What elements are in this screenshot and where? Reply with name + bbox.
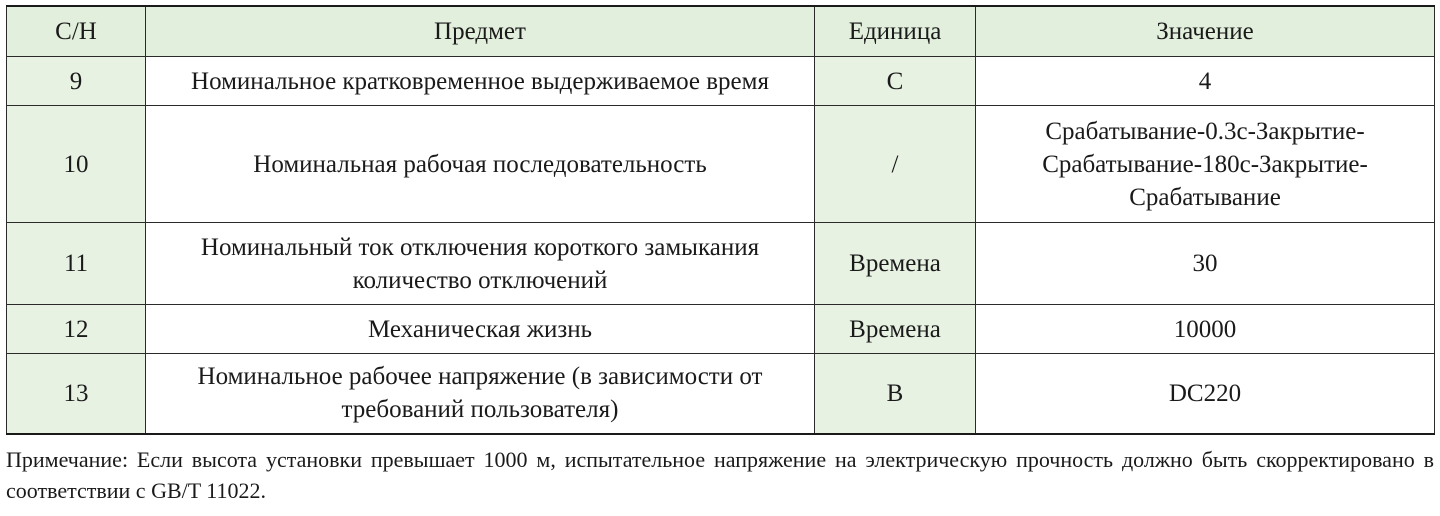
row-value	[976, 57, 1435, 106]
row-sn: 10	[7, 106, 146, 223]
row-value-line: 4	[1198, 67, 1212, 95]
row-item-line: Номинальный ток отключения короткого замыкания	[200, 233, 760, 261]
row-sn: 9	[7, 57, 146, 106]
row-unit: Времена	[815, 305, 976, 354]
table-row	[7, 106, 1435, 223]
row-item	[146, 223, 815, 305]
table-note: Примечание: Если высота установки превышает 1000 м, испытательное напряжение на электрическую прочность должно быть скорректировано в соответствии с GB/T 11022.	[6, 447, 1434, 503]
row-item-line: Номинальная рабочая последовательность	[253, 150, 707, 178]
row-item	[146, 354, 815, 434]
table-row	[7, 305, 1435, 354]
row-value-line: Срабатывание-180с-Закрытие-	[1042, 150, 1368, 178]
row-item	[146, 57, 815, 106]
header-item: Предмет	[146, 6, 815, 57]
row-item	[146, 106, 815, 223]
table-row	[7, 57, 1435, 106]
table-row	[7, 223, 1435, 305]
row-item-line: количество отключений	[352, 266, 608, 294]
row-value	[976, 305, 1435, 354]
row-value	[976, 354, 1435, 434]
row-sn: 12	[7, 305, 146, 354]
row-value-line: 30	[1192, 250, 1218, 277]
row-value-line: Срабатывание-0.3с-Закрытие-	[1045, 117, 1365, 145]
row-unit: В	[815, 354, 976, 434]
row-value	[976, 106, 1435, 223]
row-item-line: Номинальное рабочее напряжение (в зависимости от	[197, 363, 763, 391]
row-value-line: 10000	[1173, 315, 1237, 343]
row-sn: 13	[7, 354, 146, 434]
row-item	[146, 305, 815, 354]
row-unit: С	[815, 57, 976, 106]
row-sn: 11	[7, 223, 146, 305]
row-value	[976, 223, 1435, 305]
row-item-line: Номинальное кратковременное выдерживаемое время	[191, 67, 769, 95]
spec-table	[6, 5, 1435, 435]
table-row	[7, 354, 1435, 434]
row-item-line: Механическая жизнь	[368, 315, 592, 343]
row-unit: Времена	[815, 223, 976, 305]
row-item-line: требований пользователя)	[341, 396, 619, 424]
header-sn: С/Н	[7, 6, 146, 57]
table-header-row	[7, 6, 1435, 57]
row-value-line: DC220	[1168, 379, 1242, 407]
row-unit: /	[815, 106, 976, 223]
row-value-line: Срабатывание	[1129, 183, 1281, 211]
header-value: Значение	[976, 6, 1435, 57]
header-unit: Единица	[815, 6, 976, 57]
